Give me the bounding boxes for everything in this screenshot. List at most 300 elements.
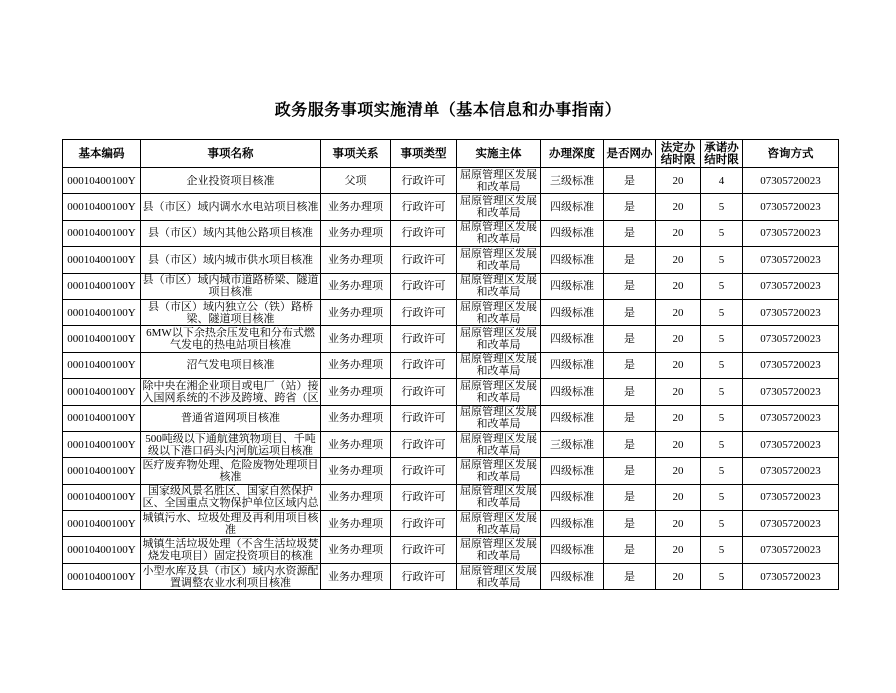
cell-text: 沼气发电项目核准	[186, 359, 275, 372]
cell-text: 07305720023	[760, 253, 821, 266]
cell-text: 屈原管理区发展和改革局	[460, 300, 537, 325]
cell-text: 行政许可	[401, 280, 446, 293]
cell-text: 行政许可	[401, 385, 446, 398]
cell-text: 20	[672, 359, 684, 372]
cell-text: 城镇污水、垃圾处理及再利用项目核准	[142, 511, 319, 536]
cell-text: 5	[718, 359, 725, 372]
cell-text: 县（市区）域内城市供水项目核准	[148, 253, 313, 266]
cell-relation	[321, 537, 391, 563]
cell-relation	[321, 484, 391, 510]
cell-text: 07305720023	[760, 174, 821, 187]
cell-text: 城镇生活垃圾处理（不含生活垃圾焚烧发电项目）固定投资项目的核准	[142, 538, 319, 563]
cell-text: 5	[718, 333, 725, 346]
cell-text: 是	[624, 253, 635, 266]
cell-promise-limit	[701, 220, 743, 246]
cell-text: 县（市区）域内调水水电站项目核准	[142, 201, 319, 214]
cell-type	[391, 168, 457, 194]
cell-agency	[457, 352, 541, 378]
cell-text: 四级标准	[550, 201, 594, 214]
cell-text: 国家级风景名胜区、国家自然保护区、全国重点文物保护单位区域内总	[142, 485, 319, 510]
cell-text: 业务办理项	[328, 438, 383, 451]
cell-text: 是	[624, 174, 635, 187]
cell-online	[604, 273, 656, 299]
cell-text: 四级标准	[550, 306, 594, 319]
cell-text: 00010400100Y	[67, 517, 136, 530]
cell-legal-limit	[656, 168, 701, 194]
cell-agency	[457, 379, 541, 405]
cell-text: 业务办理项	[328, 306, 383, 319]
cell-text: 07305720023	[760, 544, 821, 557]
cell-text: 5	[718, 438, 725, 451]
cell-text: 07305720023	[760, 385, 821, 398]
cell-text: 业务办理项	[328, 544, 383, 557]
cell-text: 5	[718, 464, 725, 477]
cell-type	[391, 247, 457, 273]
cell-code	[63, 511, 141, 537]
cell-agency	[457, 484, 541, 510]
cell-depth	[541, 405, 604, 431]
cell-text: 是	[624, 333, 635, 346]
cell-text: 00010400100Y	[67, 201, 136, 214]
cell-contact	[743, 273, 839, 299]
cell-text: 07305720023	[760, 359, 821, 372]
cell-legal-limit	[656, 537, 701, 563]
cell-agency	[457, 511, 541, 537]
cell-name	[141, 431, 321, 457]
table-row	[63, 299, 839, 325]
cell-text: 行政许可	[401, 359, 446, 372]
cell-legal-limit	[656, 220, 701, 246]
cell-legal-limit	[656, 194, 701, 220]
cell-code	[63, 405, 141, 431]
cell-text: 是	[624, 491, 635, 504]
cell-text: 四级标准	[550, 544, 594, 557]
cell-text: 07305720023	[760, 333, 821, 346]
cell-text: 20	[672, 438, 684, 451]
cell-text: 20	[672, 464, 684, 477]
cell-legal-limit	[656, 563, 701, 589]
cell-text: 07305720023	[760, 491, 821, 504]
cell-contact	[743, 484, 839, 510]
cell-text: 屈原管理区发展和改革局	[460, 221, 537, 246]
column-header-agency: 实施主体	[457, 140, 541, 168]
cell-legal-limit	[656, 511, 701, 537]
cell-text: 00010400100Y	[67, 227, 136, 240]
cell-text: 行政许可	[401, 227, 446, 240]
cell-agency	[457, 405, 541, 431]
cell-text: 屈原管理区发展和改革局	[460, 379, 537, 404]
cell-text: 屈原管理区发展和改革局	[460, 538, 537, 563]
cell-text: 00010400100Y	[67, 385, 136, 398]
cell-text: 00010400100Y	[67, 174, 136, 187]
cell-promise-limit	[701, 168, 743, 194]
cell-text: 00010400100Y	[67, 253, 136, 266]
cell-text: 5	[718, 412, 725, 425]
cell-code	[63, 563, 141, 589]
cell-text: 四级标准	[550, 491, 594, 504]
cell-contact	[743, 299, 839, 325]
cell-text: 四级标准	[550, 227, 594, 240]
table-row	[63, 563, 839, 589]
cell-agency	[457, 431, 541, 457]
cell-code	[63, 220, 141, 246]
cell-text: 00010400100Y	[67, 280, 136, 293]
cell-agency	[457, 247, 541, 273]
cell-promise-limit	[701, 194, 743, 220]
cell-agency	[457, 220, 541, 246]
table-row	[63, 511, 839, 537]
cell-text: 行政许可	[401, 412, 446, 425]
cell-text: 07305720023	[760, 438, 821, 451]
cell-depth	[541, 379, 604, 405]
cell-promise-limit	[701, 326, 743, 352]
cell-relation	[321, 194, 391, 220]
cell-name	[141, 379, 321, 405]
cell-type	[391, 352, 457, 378]
cell-promise-limit	[701, 511, 743, 537]
cell-text: 屈原管理区发展和改革局	[460, 432, 537, 457]
cell-text: 行政许可	[401, 174, 446, 187]
cell-contact	[743, 168, 839, 194]
cell-text: 00010400100Y	[67, 544, 136, 557]
cell-contact	[743, 405, 839, 431]
cell-online	[604, 352, 656, 378]
cell-text: 普通省道网项目核准	[181, 412, 280, 425]
cell-relation	[321, 220, 391, 246]
cell-relation	[321, 405, 391, 431]
cell-agency	[457, 537, 541, 563]
cell-text: 4	[718, 174, 725, 187]
cell-code	[63, 352, 141, 378]
column-header-depth: 办理深度	[541, 140, 604, 168]
cell-name	[141, 326, 321, 352]
cell-text: 是	[624, 412, 635, 425]
cell-legal-limit	[656, 247, 701, 273]
cell-online	[604, 405, 656, 431]
cell-text: 行政许可	[401, 517, 446, 530]
cell-text: 500吨级以下通航建筑物项目、千吨级以下港口码头内河航运项目核准	[145, 432, 316, 457]
table-row	[63, 352, 839, 378]
cell-contact	[743, 431, 839, 457]
cell-text: 行政许可	[401, 464, 446, 477]
cell-code	[63, 458, 141, 484]
cell-text: 5	[718, 517, 725, 530]
cell-text: 是	[624, 438, 635, 451]
table-row	[63, 537, 839, 563]
cell-text: 四级标准	[550, 253, 594, 266]
cell-text: 业务办理项	[328, 227, 383, 240]
cell-text: 行政许可	[401, 491, 446, 504]
table-body	[63, 168, 839, 590]
cell-agency	[457, 194, 541, 220]
cell-promise-limit	[701, 537, 743, 563]
cell-name	[141, 220, 321, 246]
column-header-name: 事项名称	[141, 140, 321, 168]
cell-text: 20	[672, 174, 684, 187]
cell-text: 屈原管理区发展和改革局	[460, 511, 537, 536]
cell-online	[604, 220, 656, 246]
cell-agency	[457, 563, 541, 589]
cell-legal-limit	[656, 299, 701, 325]
cell-name	[141, 299, 321, 325]
cell-legal-limit	[656, 352, 701, 378]
cell-text: 07305720023	[760, 412, 821, 425]
cell-text: 行政许可	[401, 333, 446, 346]
cell-contact	[743, 326, 839, 352]
cell-text: 四级标准	[550, 333, 594, 346]
cell-code	[63, 326, 141, 352]
cell-text: 07305720023	[760, 464, 821, 477]
cell-text: 00010400100Y	[67, 438, 136, 451]
cell-depth	[541, 326, 604, 352]
cell-legal-limit	[656, 458, 701, 484]
cell-text: 5	[718, 227, 725, 240]
cell-text: 行政许可	[401, 544, 446, 557]
cell-depth	[541, 273, 604, 299]
cell-promise-limit	[701, 405, 743, 431]
cell-contact	[743, 563, 839, 589]
service-items-table	[62, 139, 839, 590]
cell-text: 屈原管理区发展和改革局	[460, 327, 537, 352]
cell-text: 业务办理项	[328, 491, 383, 504]
cell-depth	[541, 563, 604, 589]
cell-text: 5	[718, 385, 725, 398]
cell-online	[604, 247, 656, 273]
cell-name	[141, 352, 321, 378]
table-row	[63, 194, 839, 220]
cell-text: 5	[718, 491, 725, 504]
cell-contact	[743, 194, 839, 220]
cell-text: 00010400100Y	[67, 306, 136, 319]
cell-text: 20	[672, 385, 684, 398]
cell-type	[391, 273, 457, 299]
cell-text: 20	[672, 253, 684, 266]
column-header-relation: 事项关系	[321, 140, 391, 168]
cell-online	[604, 431, 656, 457]
cell-depth	[541, 431, 604, 457]
cell-text: 业务办理项	[328, 280, 383, 293]
cell-text: 20	[672, 227, 684, 240]
document-title: 政务服务事项实施清单（基本信息和办事指南）	[274, 102, 622, 119]
cell-promise-limit	[701, 299, 743, 325]
cell-text: 屈原管理区发展和改革局	[460, 353, 537, 378]
cell-code	[63, 431, 141, 457]
cell-contact	[743, 511, 839, 537]
cell-name	[141, 458, 321, 484]
cell-depth	[541, 458, 604, 484]
cell-online	[604, 511, 656, 537]
cell-text: 四级标准	[550, 517, 594, 530]
cell-text: 屈原管理区发展和改革局	[460, 274, 537, 299]
cell-type	[391, 537, 457, 563]
cell-online	[604, 168, 656, 194]
table-row	[63, 405, 839, 431]
cell-text: 20	[672, 333, 684, 346]
cell-code	[63, 537, 141, 563]
cell-text: 县（市区）域内城市道路桥梁、隧道项目核准	[142, 274, 319, 299]
cell-type	[391, 326, 457, 352]
cell-text: 是	[624, 464, 635, 477]
cell-contact	[743, 247, 839, 273]
cell-text: 是	[624, 280, 635, 293]
cell-type	[391, 563, 457, 589]
cell-text: 20	[672, 412, 684, 425]
cell-text: 屈原管理区发展和改革局	[460, 168, 537, 193]
cell-text: 行政许可	[401, 570, 446, 583]
cell-text: 是	[624, 227, 635, 240]
cell-text: 00010400100Y	[67, 359, 136, 372]
cell-online	[604, 194, 656, 220]
cell-name	[141, 537, 321, 563]
cell-text: 07305720023	[760, 201, 821, 214]
cell-name	[141, 194, 321, 220]
cell-code	[63, 299, 141, 325]
cell-depth	[541, 352, 604, 378]
cell-code	[63, 273, 141, 299]
cell-text: 是	[624, 201, 635, 214]
cell-text: 屈原管理区发展和改革局	[460, 195, 537, 220]
cell-text: 四级标准	[550, 570, 594, 583]
cell-text: 屈原管理区发展和改革局	[460, 406, 537, 431]
cell-text: 5	[718, 201, 725, 214]
table-row	[63, 379, 839, 405]
cell-text: 07305720023	[760, 227, 821, 240]
cell-text: 5	[718, 253, 725, 266]
cell-type	[391, 431, 457, 457]
table-row	[63, 247, 839, 273]
cell-text: 20	[672, 280, 684, 293]
cell-type	[391, 511, 457, 537]
cell-promise-limit	[701, 379, 743, 405]
cell-relation	[321, 352, 391, 378]
cell-relation	[321, 326, 391, 352]
cell-text: 00010400100Y	[67, 333, 136, 346]
cell-text: 行政许可	[401, 253, 446, 266]
column-header-contact: 咨询方式	[743, 140, 839, 168]
cell-online	[604, 299, 656, 325]
cell-text: 三级标准	[550, 174, 594, 187]
table-row	[63, 458, 839, 484]
cell-text: 四级标准	[550, 280, 594, 293]
cell-type	[391, 299, 457, 325]
column-header-legal-limit: 法定办结时限	[656, 140, 701, 168]
cell-text: 业务办理项	[328, 570, 383, 583]
cell-promise-limit	[701, 352, 743, 378]
cell-online	[604, 379, 656, 405]
cell-online	[604, 537, 656, 563]
cell-text: 行政许可	[401, 438, 446, 451]
cell-text: 00010400100Y	[67, 570, 136, 583]
cell-contact	[743, 458, 839, 484]
cell-legal-limit	[656, 326, 701, 352]
cell-text: 业务办理项	[328, 412, 383, 425]
cell-text: 是	[624, 570, 635, 583]
table-row	[63, 484, 839, 510]
cell-text: 除中央在湘企业项目或电厂（站）接入国网系统的不涉及跨境、跨省（区	[142, 379, 319, 404]
cell-depth	[541, 511, 604, 537]
cell-depth	[541, 168, 604, 194]
cell-online	[604, 458, 656, 484]
cell-legal-limit	[656, 405, 701, 431]
table-row	[63, 273, 839, 299]
cell-text: 07305720023	[760, 306, 821, 319]
cell-promise-limit	[701, 458, 743, 484]
cell-text: 5	[718, 306, 725, 319]
cell-legal-limit	[656, 379, 701, 405]
cell-promise-limit	[701, 431, 743, 457]
cell-text: 县（市区）域内独立公（铁）路桥梁、隧道项目核准	[148, 300, 313, 325]
table-row	[63, 431, 839, 457]
cell-text: 6MW以下余热余压发电和分布式燃气发电的热电站项目核准	[146, 327, 315, 352]
cell-depth	[541, 220, 604, 246]
cell-text: 00010400100Y	[67, 464, 136, 477]
cell-agency	[457, 168, 541, 194]
cell-name	[141, 511, 321, 537]
cell-text: 医疗废弃物处理、危险废物处理项目核准	[142, 458, 319, 483]
cell-name	[141, 405, 321, 431]
cell-agency	[457, 458, 541, 484]
cell-promise-limit	[701, 273, 743, 299]
cell-text: 业务办理项	[328, 333, 383, 346]
cell-text: 四级标准	[550, 359, 594, 372]
cell-text: 屈原管理区发展和改革局	[460, 485, 537, 510]
column-header-code: 基本编码	[63, 140, 141, 168]
cell-text: 20	[672, 491, 684, 504]
cell-text: 07305720023	[760, 570, 821, 583]
column-header-promise-limit: 承诺办结时限	[701, 140, 743, 168]
cell-name	[141, 563, 321, 589]
cell-agency	[457, 299, 541, 325]
cell-agency	[457, 273, 541, 299]
cell-legal-limit	[656, 431, 701, 457]
cell-depth	[541, 299, 604, 325]
cell-text: 三级标准	[550, 438, 594, 451]
cell-name	[141, 273, 321, 299]
cell-legal-limit	[656, 273, 701, 299]
cell-text: 20	[672, 306, 684, 319]
cell-relation	[321, 511, 391, 537]
cell-promise-limit	[701, 563, 743, 589]
cell-text: 5	[718, 570, 725, 583]
cell-text: 是	[624, 385, 635, 398]
cell-text: 是	[624, 517, 635, 530]
cell-depth	[541, 484, 604, 510]
cell-text: 屈原管理区发展和改革局	[460, 247, 537, 272]
cell-depth	[541, 247, 604, 273]
cell-depth	[541, 537, 604, 563]
cell-contact	[743, 537, 839, 563]
cell-text: 业务办理项	[328, 464, 383, 477]
cell-text: 是	[624, 306, 635, 319]
cell-relation	[321, 299, 391, 325]
cell-relation	[321, 431, 391, 457]
cell-relation	[321, 168, 391, 194]
cell-text: 20	[672, 517, 684, 530]
cell-name	[141, 168, 321, 194]
cell-type	[391, 379, 457, 405]
cell-type	[391, 458, 457, 484]
cell-online	[604, 326, 656, 352]
cell-text: 四级标准	[550, 385, 594, 398]
cell-agency	[457, 326, 541, 352]
cell-code	[63, 379, 141, 405]
cell-online	[604, 484, 656, 510]
cell-relation	[321, 563, 391, 589]
cell-text: 小型水库及县（市区）域内水资源配置调整农业水利项目核准	[142, 564, 319, 589]
cell-text: 07305720023	[760, 517, 821, 530]
cell-text: 20	[672, 201, 684, 214]
table-row	[63, 220, 839, 246]
